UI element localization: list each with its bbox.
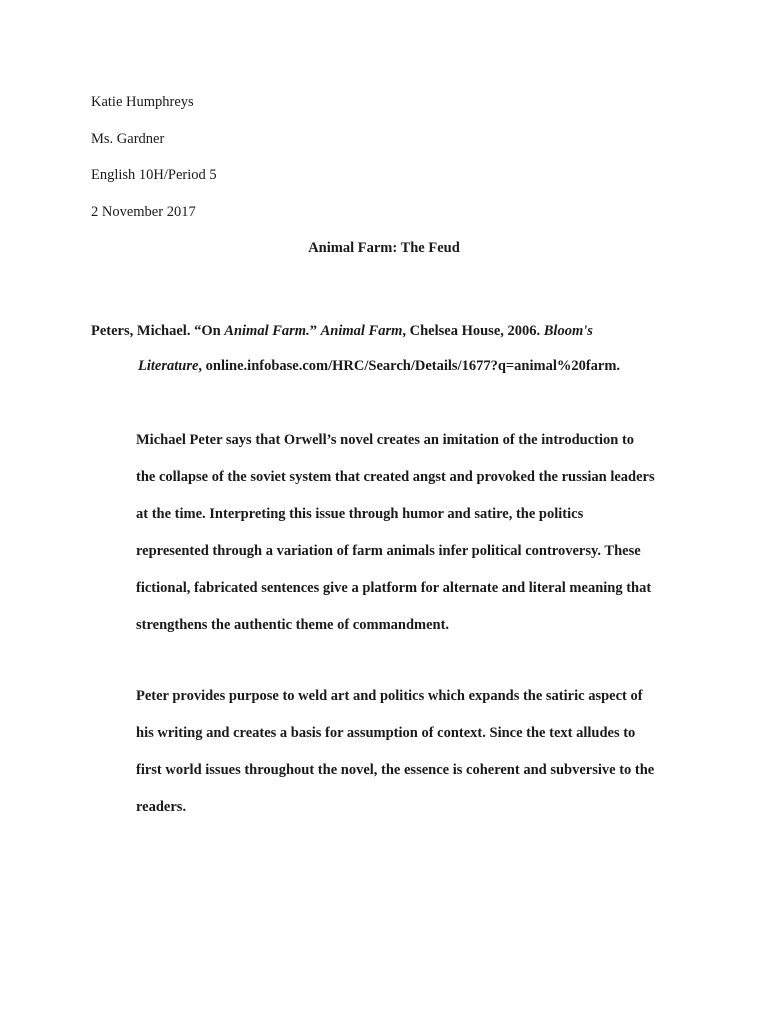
document-date: 2 November 2017	[91, 204, 196, 220]
course-period: English 10H/Period 5	[91, 167, 217, 183]
author-name: Katie Humphreys	[91, 94, 194, 110]
citation-author: Peters, Michael. “On	[91, 323, 225, 339]
citation-url: , online.infobase.com/HRC/Search/Details/1677?q=animal%20farm.	[198, 358, 621, 374]
citation-database-part1: Bloom's	[543, 323, 593, 339]
paragraph-line: his writing and creates a basis for assumption of context. Since the text alludes to	[136, 725, 636, 741]
citation-article-title: Animal Farm.	[224, 323, 310, 339]
paragraph-line: strengthens the authentic theme of commandment.	[136, 617, 450, 633]
paragraph-line: the collapse of the soviet system that created angst and provoked the russian leaders	[136, 469, 655, 485]
annotation-paragraph-1	[136, 422, 696, 644]
paragraph-line: readers.	[136, 799, 187, 815]
citation-container-title: Animal Farm	[320, 323, 403, 339]
citation-quote-close: ”	[309, 323, 321, 339]
teacher-name: Ms. Gardner	[91, 131, 165, 147]
document-title: Animal Farm: The Feud	[308, 240, 460, 256]
works-cited-entry	[91, 314, 691, 384]
citation-line-1	[91, 314, 691, 349]
citation-publisher-year: , Chelsea House, 2006.	[402, 323, 544, 339]
paragraph-line: at the time. Interpreting this issue through humor and satire, the politics	[136, 506, 584, 522]
citation-line-2	[91, 349, 691, 384]
paragraph-line: Peter provides purpose to weld art and politics which expands the satiric aspect of	[136, 688, 643, 704]
paragraph-line: first world issues throughout the novel, the essence is coherent and subversive to the	[136, 762, 655, 778]
annotation-paragraph-2	[136, 678, 696, 826]
citation-database-part2: Literature	[138, 358, 199, 374]
paragraph-line: represented through a variation of farm animals infer political controversy. These	[136, 543, 641, 559]
paragraph-line: Michael Peter says that Orwell’s novel creates an imitation of the introduction to	[136, 432, 635, 448]
paragraph-line: fictional, fabricated sentences give a platform for alternate and literal meaning that	[136, 580, 652, 596]
